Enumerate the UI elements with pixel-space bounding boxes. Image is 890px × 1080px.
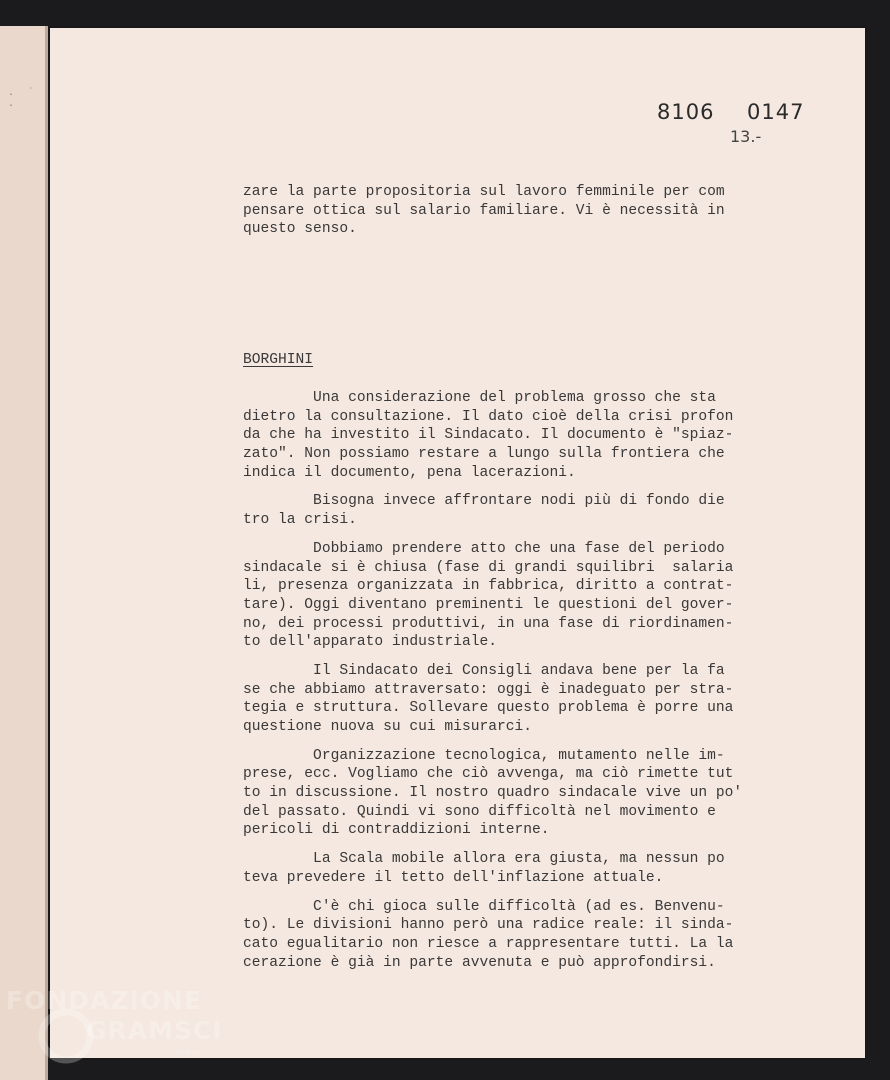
text-line: to dell'apparato industriale. bbox=[243, 634, 497, 651]
text-line: no, dei processi produttivi, in una fase di riordinamen- bbox=[243, 615, 734, 632]
paragraph bbox=[243, 389, 798, 482]
text-line: C'è chi gioca sulle difficoltà (ad es. Benvenu- bbox=[243, 898, 725, 915]
text-line: questo senso. bbox=[243, 221, 357, 238]
text-line: da che ha investito il Sindacato. Il documento è "spiaz- bbox=[243, 427, 734, 444]
text-line: prese, ecc. Vogliamo che ciò avvenga, ma ciò rimette tut bbox=[243, 766, 734, 783]
text-line: se che abbiamo attraversato: oggi è inadeguato per stra- bbox=[243, 681, 734, 698]
text-line: cerazione è già in parte avvenuta e può approfondirsi. bbox=[243, 954, 716, 971]
text-line: sindacale si è chiusa (fase di grandi squilibri salaria bbox=[243, 559, 734, 576]
watermark-line-1: FONDAZIONE bbox=[6, 986, 203, 1015]
text-line: Bisogna invece affrontare nodi più di fondo die bbox=[243, 493, 725, 510]
paragraph bbox=[243, 492, 798, 529]
text-line: Il Sindacato dei Consigli andava bene per la fa bbox=[243, 662, 725, 679]
fondazione-gramsci-watermark bbox=[6, 986, 223, 1058]
document-body bbox=[243, 183, 798, 249]
text-line: indica il documento, pena lacerazioni. bbox=[243, 464, 576, 481]
text-line: pensare ottica sul salario familiare. Vi è necessità in bbox=[243, 202, 725, 219]
text-line: to). Le divisioni hanno però una radice reale: il sinda- bbox=[243, 917, 734, 934]
text-line: to in discussione. Il nostro quadro sindacale vive un po' bbox=[243, 785, 743, 802]
text-line: cato egualitario non riesce a rappresentare tutti. La la bbox=[243, 935, 734, 952]
page-number: 13.- bbox=[730, 127, 762, 146]
archive-number: 0147 bbox=[747, 100, 805, 124]
text-line: zare la parte propositoria sul lavoro femminile per com bbox=[243, 184, 725, 200]
text-line: tro la crisi. bbox=[243, 512, 357, 529]
text-line: Dobbiamo prendere atto che una fase del periodo bbox=[243, 540, 725, 557]
watermark-line-2: GRAMSCI bbox=[86, 1016, 223, 1045]
paragraph bbox=[243, 747, 798, 840]
text-line: tegia e struttura. Sollevare questo problema è porre una bbox=[243, 700, 734, 717]
text-line: tare). Oggi diventano preminenti le questioni del gover- bbox=[243, 596, 734, 613]
text-line: teva prevedere il tetto dell'inflazione attuale. bbox=[243, 869, 664, 886]
paragraph bbox=[243, 898, 798, 973]
speaker-heading: BORGHINI bbox=[243, 352, 314, 368]
text-line: zato". Non possiamo restare a lungo sulla frontiera che bbox=[243, 446, 725, 463]
intro-paragraph bbox=[243, 183, 798, 239]
text-line: Una considerazione del problema grosso che sta bbox=[243, 390, 716, 406]
text-line: questione nuova su cui misurarci. bbox=[243, 719, 533, 735]
paragraph bbox=[243, 662, 798, 737]
text-line: pericoli di contraddizioni interne. bbox=[243, 822, 550, 839]
text-line: Organizzazione tecnologica, mutamento nelle im- bbox=[243, 747, 725, 764]
archive-series: 8106 bbox=[657, 100, 715, 124]
binding-fold bbox=[45, 26, 48, 1080]
text-line: del passato. Quindi vi sono difficoltà nel movimento e bbox=[243, 803, 716, 820]
speech-body bbox=[243, 389, 798, 982]
paper-specks: . ˙ . bbox=[8, 88, 39, 110]
paragraph bbox=[243, 540, 798, 652]
watermark-suffix: onlus bbox=[176, 1048, 201, 1058]
text-line: li, presenza organizzata in fabbrica, diritto a contrat- bbox=[243, 578, 734, 595]
text-line: dietro la consultazione. Il dato cioè della crisi profon bbox=[243, 408, 734, 425]
previous-page-edge bbox=[0, 26, 48, 1080]
paragraph bbox=[243, 850, 798, 887]
text-line: La Scala mobile allora era giusta, ma nessun po bbox=[243, 851, 725, 868]
